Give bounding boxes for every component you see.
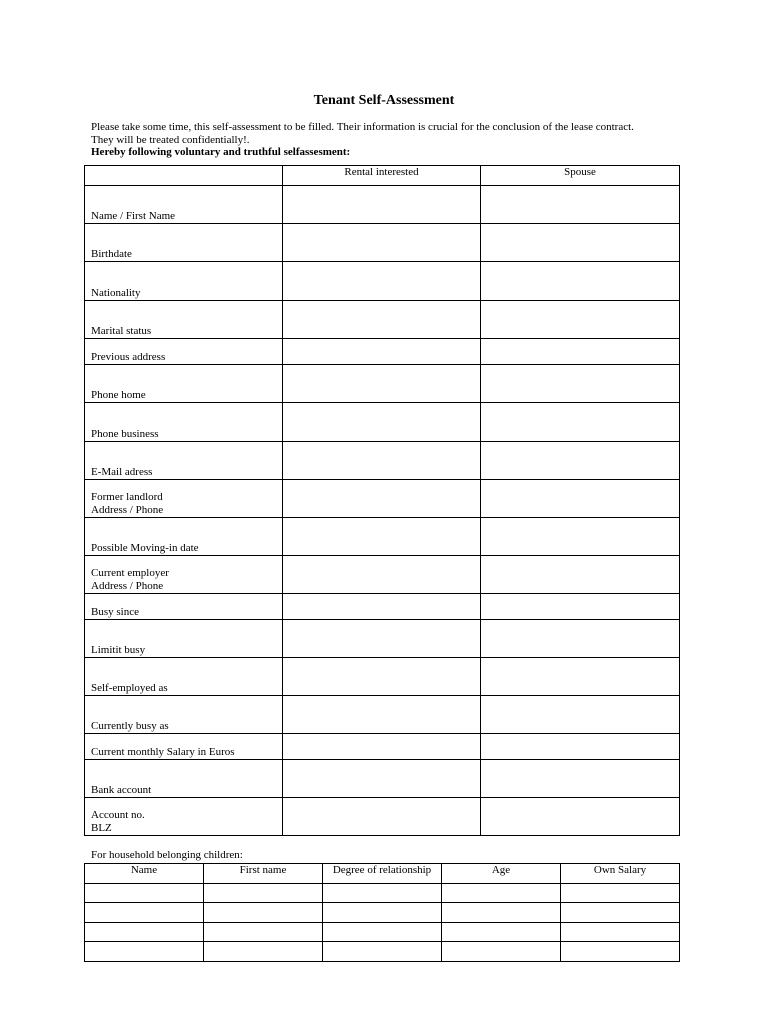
spouse-field[interactable] <box>481 339 680 365</box>
children-caption: For household belonging children: <box>91 849 243 861</box>
table-row <box>85 658 680 696</box>
rental-interested-field[interactable] <box>283 301 481 339</box>
child-own-salary-field[interactable] <box>561 903 680 923</box>
row-label <box>85 696 283 734</box>
children-table <box>84 863 680 962</box>
row-label <box>85 403 283 442</box>
child-relationship-field[interactable] <box>323 942 442 962</box>
spouse-field[interactable] <box>481 556 680 594</box>
child-name-field[interactable] <box>85 903 204 923</box>
row-label-line: Limitit busy <box>91 643 146 656</box>
rental-interested-field[interactable] <box>283 518 481 556</box>
row-label <box>85 442 283 480</box>
children-row <box>85 942 680 962</box>
child-name-field[interactable] <box>85 922 204 942</box>
table-header-row <box>85 166 680 186</box>
row-label-line: Bank account <box>91 783 152 796</box>
child-first-name-field[interactable] <box>204 922 323 942</box>
children-header-first-name: First name <box>204 864 323 884</box>
row-label <box>85 760 283 798</box>
row-label <box>85 262 283 301</box>
row-label <box>85 556 283 594</box>
children-header-own-salary: Own Salary <box>561 864 680 884</box>
spouse-field[interactable] <box>481 760 680 798</box>
table-row <box>85 301 680 339</box>
row-label <box>85 734 283 760</box>
spouse-field[interactable] <box>481 403 680 442</box>
table-row <box>85 365 680 403</box>
child-first-name-field[interactable] <box>204 903 323 923</box>
rental-interested-field[interactable] <box>283 798 481 836</box>
table-row <box>85 403 680 442</box>
table-row <box>85 798 680 836</box>
spouse-field[interactable] <box>481 734 680 760</box>
children-row <box>85 883 680 903</box>
table-row <box>85 556 680 594</box>
row-label-line: Current employer <box>91 567 169 579</box>
rental-interested-field[interactable] <box>283 224 481 262</box>
child-first-name-field[interactable] <box>204 883 323 903</box>
row-label-line: Currently busy as <box>91 719 169 732</box>
rental-interested-field[interactable] <box>283 760 481 798</box>
row-label-line: Current monthly Salary in Euros <box>91 745 235 758</box>
rental-interested-field[interactable] <box>283 442 481 480</box>
row-label-line: Name / First Name <box>91 209 176 222</box>
spouse-field[interactable] <box>481 365 680 403</box>
row-label <box>85 224 283 262</box>
row-label <box>85 301 283 339</box>
header-cell-empty <box>85 166 283 186</box>
children-row <box>85 922 680 942</box>
children-row <box>85 903 680 923</box>
table-row <box>85 224 680 262</box>
spouse-field[interactable] <box>481 186 680 224</box>
spouse-field[interactable] <box>481 658 680 696</box>
child-relationship-field[interactable] <box>323 922 442 942</box>
row-label <box>85 518 283 556</box>
table-row <box>85 620 680 658</box>
spouse-field[interactable] <box>481 594 680 620</box>
child-age-field[interactable] <box>442 922 561 942</box>
child-own-salary-field[interactable] <box>561 942 680 962</box>
child-name-field[interactable] <box>85 883 204 903</box>
table-row <box>85 442 680 480</box>
row-label <box>85 594 283 620</box>
row-label-line: E-Mail adress <box>91 465 153 478</box>
row-label-line: Phone home <box>91 388 146 401</box>
row-label-line: Nationality <box>91 286 141 299</box>
row-label-line: Possible Moving-in date <box>91 541 199 554</box>
spouse-field[interactable] <box>481 262 680 301</box>
table-row <box>85 480 680 518</box>
children-header-name: Name <box>85 864 204 884</box>
child-age-field[interactable] <box>442 942 561 962</box>
child-relationship-field[interactable] <box>323 903 442 923</box>
spouse-field[interactable] <box>481 224 680 262</box>
spouse-field[interactable] <box>481 301 680 339</box>
child-age-field[interactable] <box>442 883 561 903</box>
rental-interested-field[interactable] <box>283 696 481 734</box>
row-label <box>85 620 283 658</box>
rental-interested-field[interactable] <box>283 594 481 620</box>
children-header-row <box>85 864 680 884</box>
row-label-line: BLZ <box>91 821 112 834</box>
rental-interested-field[interactable] <box>283 620 481 658</box>
intro-text <box>91 121 691 159</box>
header-cell-rental-interested: Rental interested <box>283 166 481 186</box>
row-label-line: Birthdate <box>91 247 132 260</box>
row-label-line: Former landlord <box>91 491 163 503</box>
children-header-relationship: Degree of relationship <box>323 864 442 884</box>
child-age-field[interactable] <box>442 903 561 923</box>
row-label-line: Marital status <box>91 324 152 337</box>
child-relationship-field[interactable] <box>323 883 442 903</box>
row-label-line: Account no. <box>91 809 145 821</box>
child-name-field[interactable] <box>85 942 204 962</box>
row-label-line: Busy since <box>91 605 139 618</box>
row-label <box>85 480 283 518</box>
child-own-salary-field[interactable] <box>561 883 680 903</box>
row-label-line: Phone business <box>91 427 159 440</box>
table-row <box>85 594 680 620</box>
child-own-salary-field[interactable] <box>561 922 680 942</box>
intro-line-1: Please take some time, this self-assessment to be filled. Their information is crucial for the conclusion of the lease contract. <box>91 121 634 133</box>
page-title: Tenant Self-Assessment <box>313 93 455 108</box>
table-row <box>85 518 680 556</box>
row-label <box>85 365 283 403</box>
table-row <box>85 734 680 760</box>
spouse-field[interactable] <box>481 696 680 734</box>
row-label <box>85 339 283 365</box>
table-row <box>85 339 680 365</box>
table-row <box>85 760 680 798</box>
row-label <box>85 186 283 224</box>
header-cell-spouse: Spouse <box>481 166 680 186</box>
rental-interested-field[interactable] <box>283 556 481 594</box>
spouse-field[interactable] <box>481 798 680 836</box>
rental-interested-field[interactable] <box>283 339 481 365</box>
tenant-info-table <box>84 165 680 836</box>
intro-line-2: They will be treated confidentially!. <box>91 133 250 146</box>
rental-interested-field[interactable] <box>283 365 481 403</box>
row-label-line: Self-employed as <box>91 681 168 694</box>
child-first-name-field[interactable] <box>204 942 323 962</box>
table-row <box>85 186 680 224</box>
rental-interested-field[interactable] <box>283 480 481 518</box>
row-label-line: Previous address <box>91 350 166 363</box>
row-label <box>85 658 283 696</box>
row-label-line: Address / Phone <box>91 579 164 592</box>
table-row <box>85 262 680 301</box>
intro-line-3: Hereby following voluntary and truthful selfassesment: <box>91 146 351 158</box>
rental-interested-field[interactable] <box>283 734 481 760</box>
rental-interested-field[interactable] <box>283 403 481 442</box>
rental-interested-field[interactable] <box>283 658 481 696</box>
spouse-field[interactable] <box>481 442 680 480</box>
spouse-field[interactable] <box>481 620 680 658</box>
table-row <box>85 696 680 734</box>
children-header-age: Age <box>442 864 561 884</box>
rental-interested-field[interactable] <box>283 262 481 301</box>
row-label <box>85 798 283 836</box>
rental-interested-field[interactable] <box>283 186 481 224</box>
spouse-field[interactable] <box>481 480 680 518</box>
spouse-field[interactable] <box>481 518 680 556</box>
row-label-line: Address / Phone <box>91 503 164 516</box>
